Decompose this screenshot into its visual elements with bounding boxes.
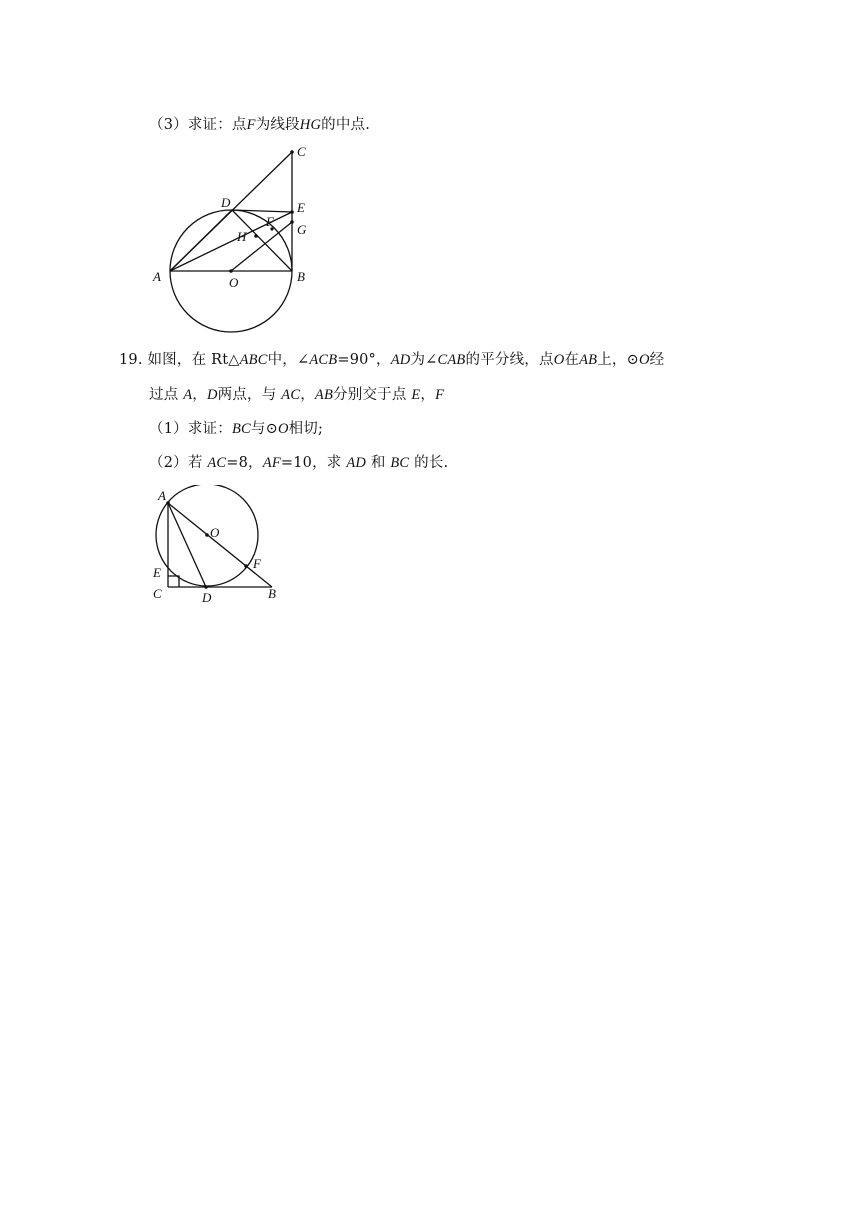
label-o-fig1: O bbox=[229, 275, 239, 290]
q19-line2: 过点 A，D两点，与 AC，AB分别交于点 E，F bbox=[149, 387, 445, 403]
label-f-fig1: F bbox=[266, 214, 274, 229]
right-angle-marker bbox=[168, 576, 179, 587]
point-e-fig1 bbox=[290, 210, 294, 214]
label-d-fig2: D bbox=[202, 590, 212, 605]
q19-part2: （2）若 AC=8，AF=10，求 AD 和 BC 的长. bbox=[149, 455, 449, 471]
point-c-fig1 bbox=[290, 150, 294, 154]
label-b-fig1: B bbox=[297, 269, 305, 284]
point-o-fig2 bbox=[205, 533, 209, 537]
figure-1-geometry bbox=[140, 138, 340, 338]
label-o-fig2: O bbox=[210, 525, 220, 540]
label-a-fig1: A bbox=[153, 269, 161, 284]
point-o-fig1 bbox=[229, 269, 233, 273]
segment-ad bbox=[170, 210, 232, 271]
q19-line1: 19. 如图，在 Rt△ABC中，∠ACB=90°，AD为∠CAB的平分线，点O在AB上，⊙O经 bbox=[119, 352, 665, 368]
label-g-fig1: G bbox=[297, 222, 307, 237]
q18-part3-text: （3）求证：点F为线段HG的中点. bbox=[149, 117, 371, 133]
point-f-fig2 bbox=[244, 564, 248, 568]
label-h-fig1: H bbox=[237, 229, 247, 244]
q19-part1: （1）求证：BC与⊙O相切; bbox=[149, 421, 324, 437]
point-a-fig2 bbox=[166, 501, 170, 505]
point-g-fig1 bbox=[290, 220, 294, 224]
point-h-fig1 bbox=[254, 234, 258, 238]
label-e-fig2: E bbox=[153, 565, 161, 580]
label-c-fig1: C bbox=[297, 144, 306, 159]
label-a-fig2: A bbox=[158, 488, 166, 503]
label-c-fig2: C bbox=[153, 586, 162, 601]
label-b-fig2: B bbox=[268, 586, 276, 601]
label-d-fig1: D bbox=[221, 195, 231, 210]
label-f-fig2: F bbox=[253, 556, 261, 571]
figure-2-geometry bbox=[145, 485, 290, 610]
point-d-fig2 bbox=[204, 585, 208, 589]
label-e-fig1: E bbox=[297, 200, 305, 215]
